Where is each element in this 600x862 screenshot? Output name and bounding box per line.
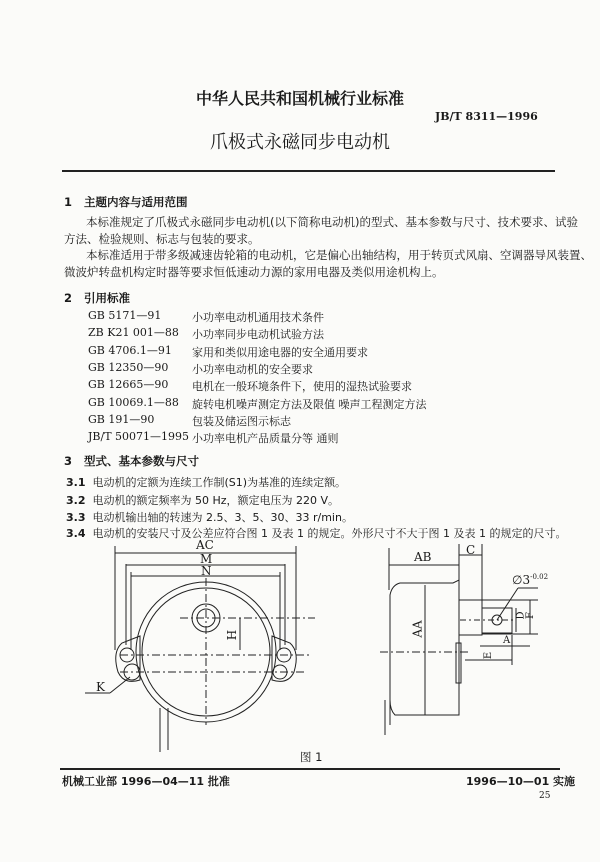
dim-label-e: E (483, 651, 495, 660)
reference-code: GB 4706.1—91 (88, 343, 172, 357)
reference-title: 小功率电动机的安全要求 (192, 362, 313, 376)
reference-code: JB/T 50071—1995 (88, 430, 190, 444)
reference-code: GB 10069.1—88 (88, 395, 179, 409)
clause-text: 电动机输出轴的转速为 2.5、3、5、30、33 r/min。 (92, 511, 353, 524)
clause-item (66, 474, 346, 490)
reference-title: 电机在一般环境条件下，使用的湿热试验要求 (192, 380, 412, 394)
section-number: 3 (64, 454, 73, 468)
paragraph-line: 本标准适用于带多级减速齿轮箱的电动机，它是偏心出轴结构，用于转页式风扇、空调器导风装置、 (86, 248, 592, 262)
reference-title: 旋转电机噪声测定方法及限值 噪声工程测定方法 (192, 397, 427, 411)
document-title: 爪极式永磁同步电动机 (210, 132, 390, 153)
paragraph-line: 微波炉转盘机构定时器等要求恒低速动力源的家用电器及类似用途机构上。 (64, 265, 444, 279)
dim-label-aa: AA (410, 620, 425, 638)
paragraph-line: 方法、检验规则、标志与包装的要求。 (64, 232, 260, 246)
reference-title: 包装及储运图示标志 (192, 414, 291, 428)
section-number: 2 (64, 291, 73, 305)
reference-title: 小功率同步电动机试验方法 (192, 328, 324, 342)
dim-label-k: K (96, 680, 105, 694)
reference-code: GB 191—90 (88, 412, 155, 426)
clause-number: 3.1 (66, 476, 86, 489)
clause-text: 电动机的额定频率为 50 Hz，额定电压为 220 V。 (92, 494, 340, 507)
clause-text: 电动机的安装尺寸及公差应符合图 1 及表 1 的规定。外形尺寸不大于图 1 及表 1 的规定的尺寸。 (92, 527, 567, 540)
paragraph-line: 本标准规定了爪极式永磁同步电动机(以下简称电动机)的型式、基本参数与尺寸、技术要求、试验 (86, 215, 578, 229)
section-1-heading (64, 194, 188, 210)
dim-label-a: A (503, 635, 511, 646)
clause-item (66, 525, 566, 541)
reference-code: GB 12665—90 (88, 378, 169, 392)
diameter-tolerance: -0.02 (530, 573, 549, 581)
reference-code: GB 5171—91 (88, 309, 162, 322)
dim-label-diameter (512, 573, 548, 587)
section-3-heading (64, 453, 199, 469)
reference-title: 小功率电机产品质量分等 通则 (192, 432, 339, 446)
clause-number: 3.4 (66, 527, 86, 540)
reference-title: 小功率电动机通用技术条件 (192, 311, 324, 324)
org-title: 中华人民共和国机械行业标准 (195, 89, 404, 108)
clause-text: 电动机的定额为连续工作制(S1)为基准的连续定额。 (92, 476, 347, 489)
dim-label-ac: AC (196, 538, 214, 552)
dim-label-m: M (200, 552, 213, 566)
reference-title: 家用和类似用途电器的安全通用要求 (192, 345, 368, 359)
page-number: 25 (539, 791, 551, 801)
clause-number: 3.2 (66, 494, 86, 507)
header-rule (62, 170, 555, 172)
clause-number: 3.3 (66, 511, 86, 524)
dim-label-c: C (466, 543, 476, 557)
section-title: 引用标准 (84, 291, 131, 305)
effective-date: 1996—10—01 实施 (466, 775, 576, 788)
dim-label-h: H (225, 629, 240, 641)
dim-label-d: D (515, 611, 527, 620)
reference-code: ZB K21 001—88 (88, 326, 179, 340)
section-number: 1 (64, 195, 73, 209)
reference-code: GB 12350—90 (88, 360, 169, 374)
dim-label-n: N (201, 564, 212, 578)
standard-code: JB/T 8311—1996 (435, 110, 538, 123)
approval-date: 机械工业部 1996—04—11 批准 (62, 775, 230, 788)
dim-label-ab: AB (414, 550, 432, 564)
figure-caption: 图 1 (300, 750, 323, 764)
diameter-value: ∅3 (512, 573, 531, 587)
clause-item (66, 492, 339, 508)
figure-labels (60, 540, 580, 765)
section-title: 型式、基本参数与尺寸 (84, 454, 200, 468)
clause-item (66, 509, 353, 525)
section-title: 主题内容与适用范围 (84, 195, 188, 209)
footer-rule (60, 768, 560, 770)
dim-label-f: F (524, 612, 536, 619)
section-2-heading (64, 290, 130, 306)
